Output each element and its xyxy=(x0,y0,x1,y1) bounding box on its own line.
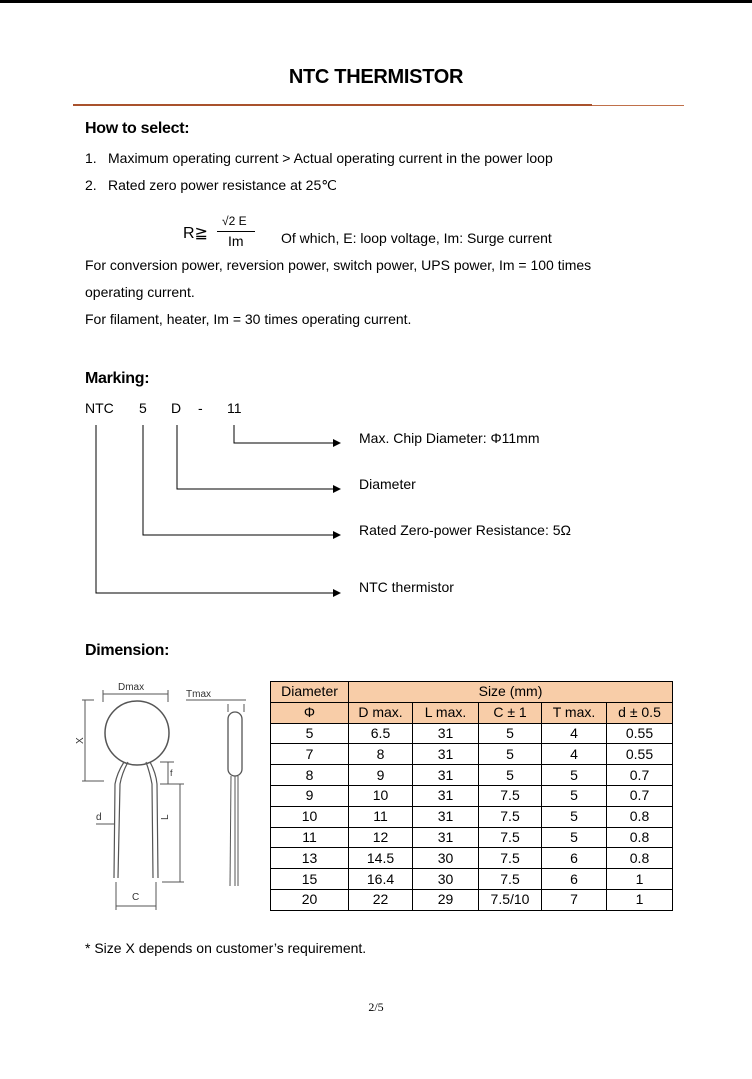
table-cell: 10 xyxy=(349,785,413,806)
table-row xyxy=(271,848,673,869)
table-header-row xyxy=(271,682,673,703)
list-item-number: 1. xyxy=(85,150,97,166)
dimension-heading: Dimension: xyxy=(85,642,170,659)
list-item-number: 2. xyxy=(85,177,97,193)
table-cell: 5 xyxy=(542,827,607,848)
table-cell: 4 xyxy=(542,723,607,744)
table-header-row xyxy=(271,702,673,723)
table-cell: 7 xyxy=(542,889,607,910)
paragraph-line: operating current. xyxy=(85,284,195,300)
table-cell: 5 xyxy=(542,765,607,786)
table-cell: 7.5/10 xyxy=(479,889,542,910)
table-cell: 11 xyxy=(271,827,349,848)
leader-line xyxy=(177,425,340,489)
f-label: f xyxy=(170,768,173,778)
marking-label: Rated Zero-power Resistance: 5Ω xyxy=(359,522,572,538)
tmax-label: Tmax xyxy=(186,689,211,700)
formula-note: Of which, E: loop voltage, Im: Surge current xyxy=(281,230,552,246)
table-cell: 31 xyxy=(413,744,479,765)
table-header-cell: d ± 0.5 xyxy=(607,702,673,723)
list-item-text: Rated zero power resistance at 25℃ xyxy=(108,177,337,193)
table-row xyxy=(271,827,673,848)
marking-label: NTC thermistor xyxy=(359,579,454,595)
x-label: X xyxy=(75,737,86,744)
page-title: NTC THERMISTOR xyxy=(288,66,464,88)
table-row xyxy=(271,889,673,910)
table-cell: 5 xyxy=(542,806,607,827)
table-cell: 5 xyxy=(479,765,542,786)
table-cell: 5 xyxy=(479,744,542,765)
table-cell: 11 xyxy=(349,806,413,827)
select-heading: How to select: xyxy=(85,120,190,137)
marking-code-part: 5 xyxy=(139,400,147,416)
table-cell: 30 xyxy=(413,848,479,869)
table-cell: 15 xyxy=(271,869,349,890)
table-cell: 7 xyxy=(271,744,349,765)
leader-line xyxy=(96,425,340,593)
thermistor-drawing xyxy=(70,678,260,918)
list-item-text: Maximum operating current > Actual operating current in the power loop xyxy=(108,150,553,166)
table-header-cell: D max. xyxy=(349,702,413,723)
table-cell: 6 xyxy=(542,848,607,869)
table-header-cell: T max. xyxy=(542,702,607,723)
marking-code-part: 11 xyxy=(227,400,242,416)
table-cell: 6.5 xyxy=(349,723,413,744)
formula-numerator: √2 E xyxy=(222,214,247,228)
table-header-cell: Diameter xyxy=(271,682,349,703)
d-label: d xyxy=(96,812,102,823)
table-cell: 7.5 xyxy=(479,806,542,827)
table-cell: 8 xyxy=(349,744,413,765)
table-header-cell: Φ xyxy=(271,702,349,723)
table-cell: 31 xyxy=(413,765,479,786)
table-cell: 6 xyxy=(542,869,607,890)
marking-heading: Marking: xyxy=(85,370,150,387)
table-cell: 20 xyxy=(271,889,349,910)
table-cell: 0.55 xyxy=(607,744,673,765)
formula-lhs: R≧ xyxy=(183,225,208,242)
table-cell: 29 xyxy=(413,889,479,910)
table-row xyxy=(271,723,673,744)
table-cell: 1 xyxy=(607,869,673,890)
table-cell: 10 xyxy=(271,806,349,827)
table-cell: 13 xyxy=(271,848,349,869)
table-cell: 8 xyxy=(271,765,349,786)
marking-code-part: - xyxy=(198,400,203,416)
table-cell: 7.5 xyxy=(479,869,542,890)
table-cell: 31 xyxy=(413,827,479,848)
table-cell: 12 xyxy=(349,827,413,848)
formula-denominator: Im xyxy=(228,233,244,249)
table-cell: 0.7 xyxy=(607,765,673,786)
dimension-table xyxy=(270,681,673,911)
table-cell: 9 xyxy=(271,785,349,806)
table-cell: 4 xyxy=(542,744,607,765)
table-cell: 9 xyxy=(349,765,413,786)
table-cell: 16.4 xyxy=(349,869,413,890)
table-cell: 7.5 xyxy=(479,827,542,848)
table-row xyxy=(271,765,673,786)
table-cell: 30 xyxy=(413,869,479,890)
table-row xyxy=(271,785,673,806)
marking-code-part: D xyxy=(171,400,182,416)
table-cell: 7.5 xyxy=(479,785,542,806)
table-cell: 31 xyxy=(413,785,479,806)
paragraph-line: For conversion power, reversion power, switch power, UPS power, Im = 100 times xyxy=(85,257,592,273)
table-cell: 0.7 xyxy=(607,785,673,806)
table-header-cell: C ± 1 xyxy=(479,702,542,723)
table-row xyxy=(271,744,673,765)
table-cell: 0.8 xyxy=(607,827,673,848)
marking-label: Max. Chip Diameter: Φ11mm xyxy=(359,430,540,446)
table-cell: 7.5 xyxy=(479,848,542,869)
table-cell: 31 xyxy=(413,723,479,744)
table-cell: 0.8 xyxy=(607,806,673,827)
table-cell: 5 xyxy=(271,723,349,744)
table-cell: 5 xyxy=(542,785,607,806)
table-row xyxy=(271,869,673,890)
table-cell: 0.55 xyxy=(607,723,673,744)
table-header-cell: Size (mm) xyxy=(349,682,673,703)
table-cell: 0.8 xyxy=(607,848,673,869)
table-header-cell: L max. xyxy=(413,702,479,723)
table-cell: 22 xyxy=(349,889,413,910)
footnote: * Size X depends on customer’s requirement. xyxy=(85,940,367,956)
table-cell: 5 xyxy=(479,723,542,744)
table-cell: 1 xyxy=(607,889,673,910)
paragraph-line: For filament, heater, Im = 30 times operating current. xyxy=(85,311,412,327)
table-row xyxy=(271,806,673,827)
table-cell: 31 xyxy=(413,806,479,827)
dmax-label: Dmax xyxy=(118,682,145,693)
leader-line xyxy=(234,425,340,443)
table-cell: 14.5 xyxy=(349,848,413,869)
marking-code-part: NTC xyxy=(85,400,114,416)
leader-line xyxy=(143,425,340,535)
c-label: C xyxy=(132,892,140,903)
page-number: 2/5 xyxy=(368,1000,384,1014)
marking-label: Diameter xyxy=(359,476,416,492)
l-label: L xyxy=(160,814,171,820)
